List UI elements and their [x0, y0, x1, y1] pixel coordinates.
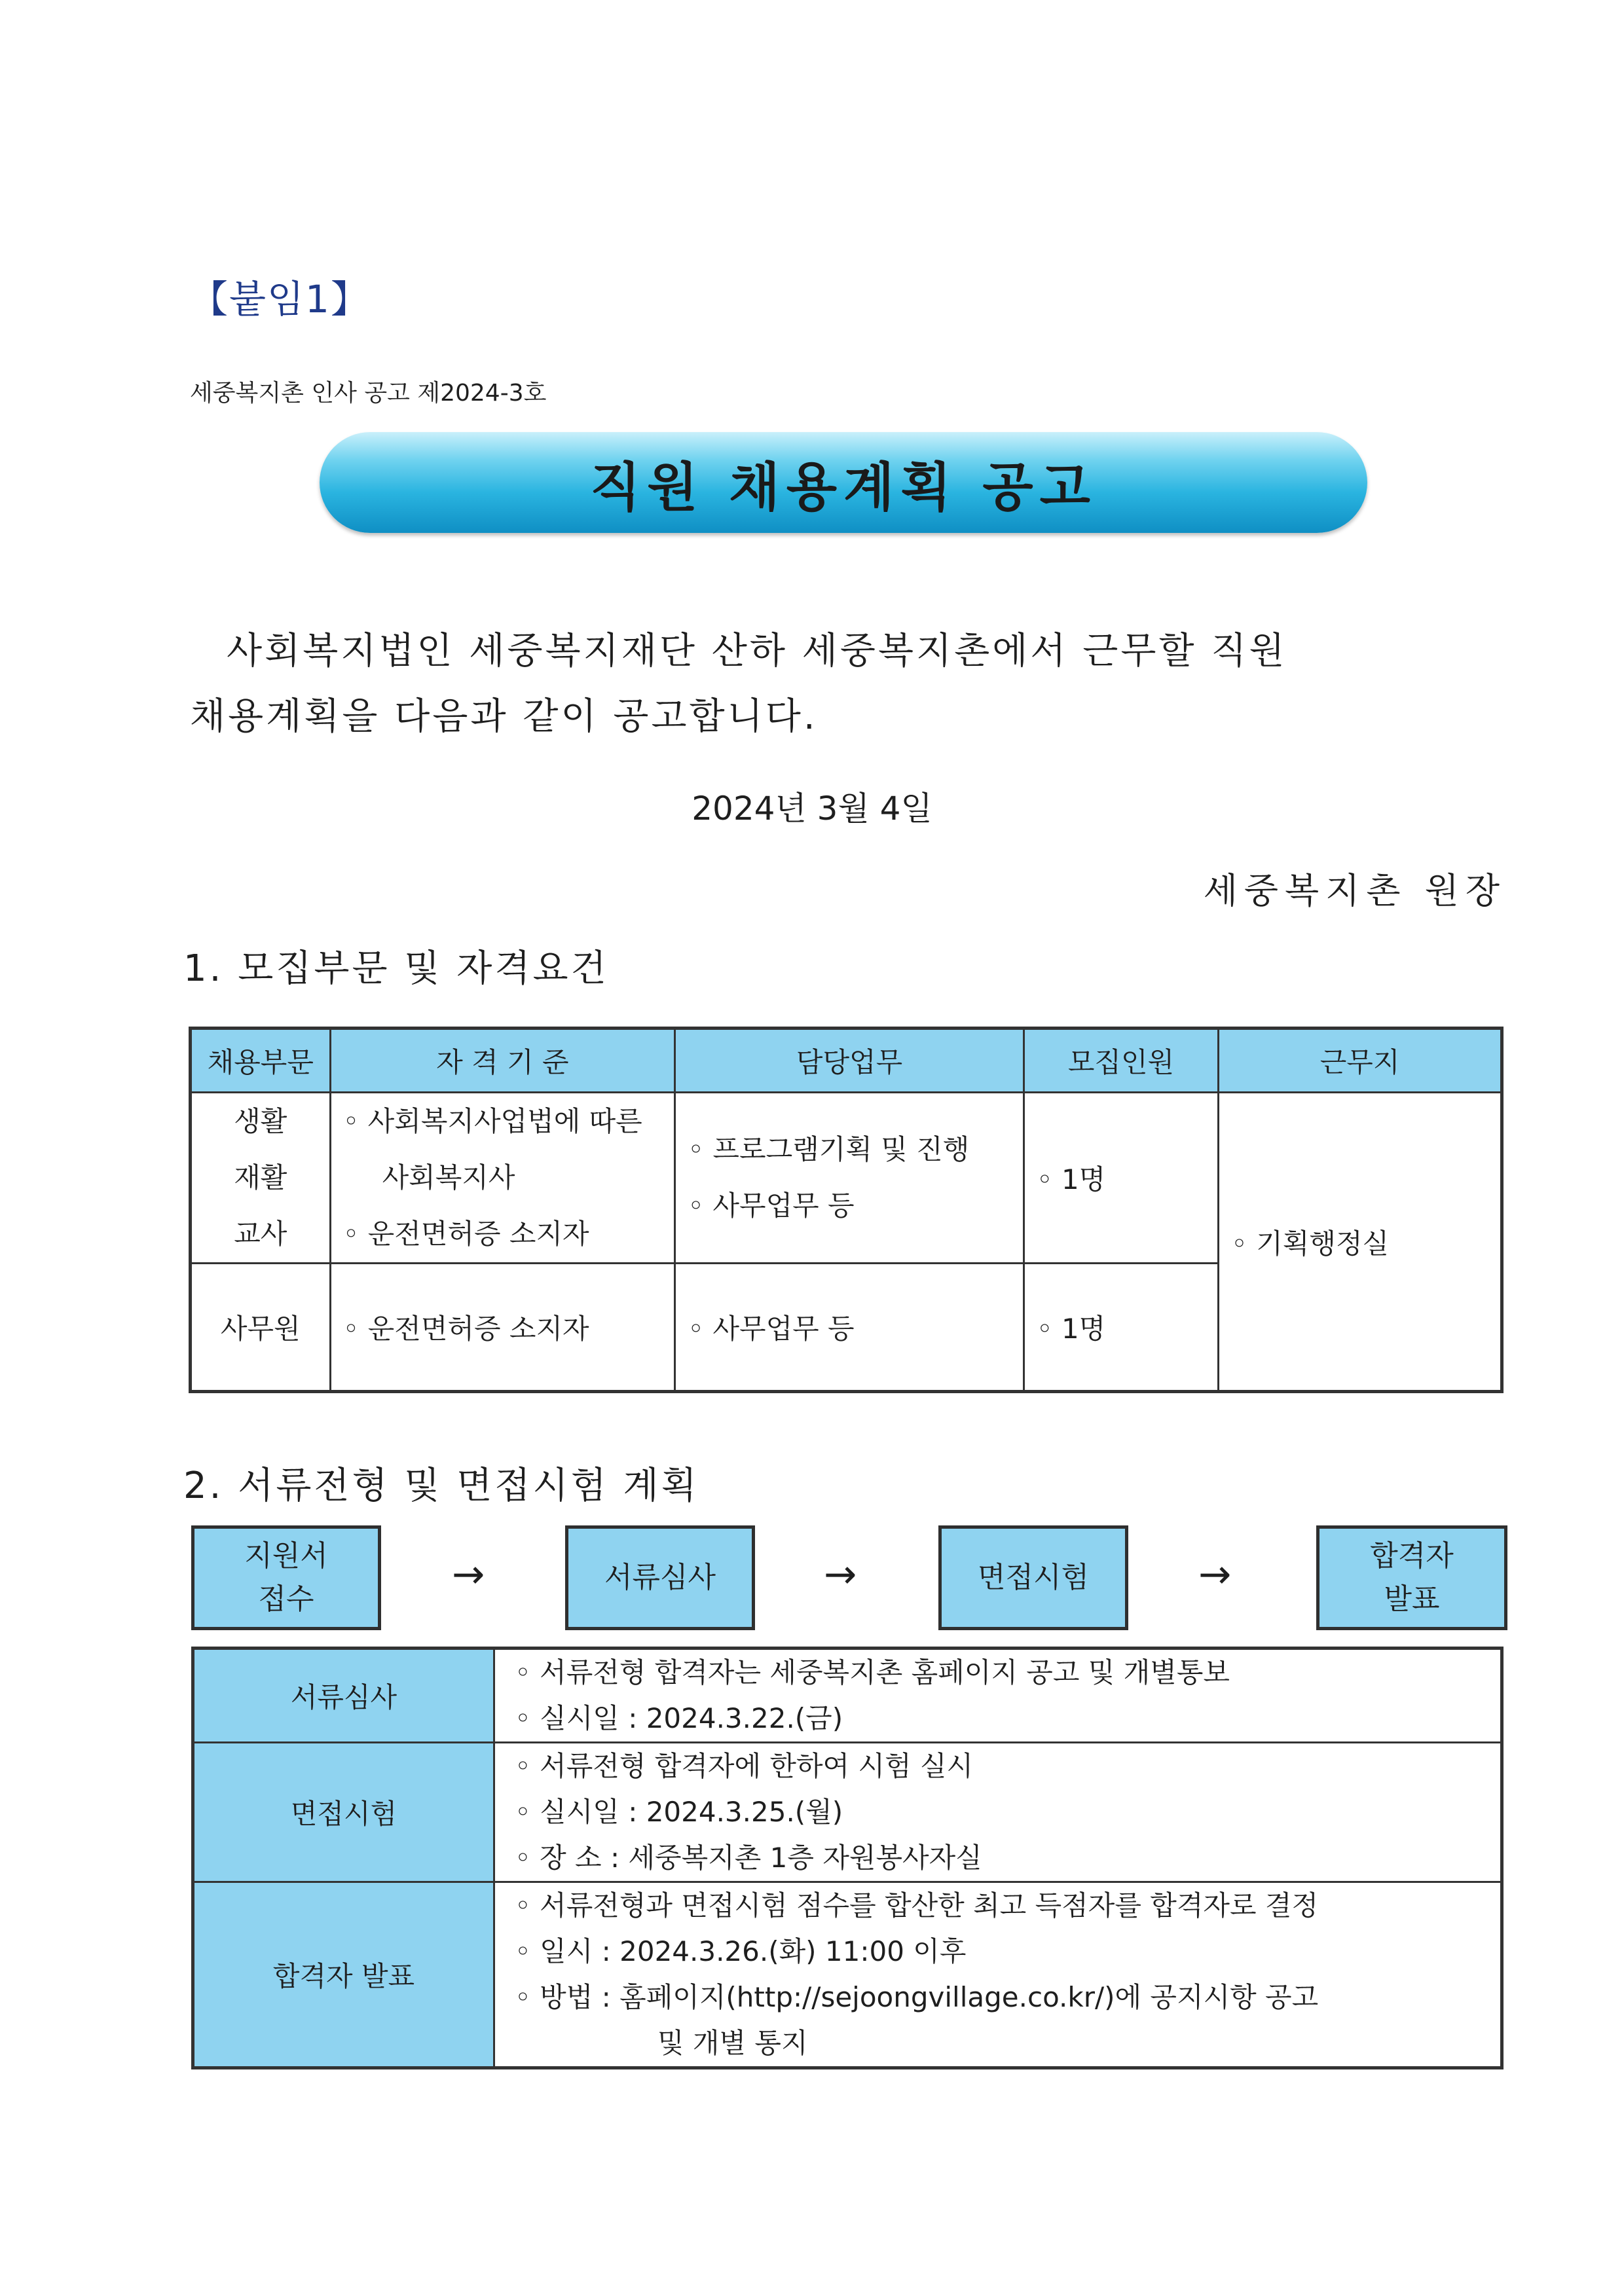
header-division: 채용부문 — [191, 1029, 331, 1093]
division-cell: 사무원 — [191, 1264, 331, 1392]
location-cell: ◦ 기획행정실 — [1219, 1093, 1502, 1392]
recruitment-table — [189, 1027, 1504, 1393]
flow-arrow: → — [824, 1552, 857, 1597]
flow-step-result — [1316, 1525, 1507, 1630]
schedule-text: ◦ 서류전형 합격자는 세중복지촌 홈페이지 공고 및 개별통보 — [515, 1656, 1230, 1688]
schedule-text: ◦ 방법 : 홈페이지(http://sejoongvillage.co.kr/)에 공지시항 공고 — [515, 1981, 1319, 2013]
notice-number: 세중복지촌 인사 공고 제2024-3호 — [190, 380, 547, 407]
flow-step-text: 접수 — [258, 1582, 314, 1616]
table-row — [191, 1093, 1502, 1264]
header-location: 근무지 — [1219, 1029, 1502, 1093]
count-cell: ◦ 1명 — [1024, 1264, 1218, 1392]
qualification-cell: ◦ 운전면허증 소지자 — [330, 1264, 675, 1392]
duty-cell — [675, 1093, 1024, 1264]
page-title: 직원 채용계획 공고 — [590, 456, 1097, 518]
schedule-text: ◦ 실시일 : 2024.3.25.(월) — [515, 1796, 843, 1828]
intro-line-2: 채용계획을 다음과 같이 공고합니다. — [190, 695, 818, 738]
header-duty: 담당업무 — [675, 1029, 1024, 1093]
intro-paragraph — [190, 619, 1500, 750]
schedule-text: ◦ 서류전형과 면접시험 점수를 합산한 최고 득점자를 합격자로 결정 — [515, 1889, 1319, 1922]
section2-title: 2. 서류전형 및 면접시험 계획 — [183, 1465, 699, 1507]
announcement-head: 합격자 발표 — [193, 1882, 494, 2068]
flow-step-doc-review — [565, 1525, 755, 1630]
header-count: 모집인원 — [1024, 1029, 1218, 1093]
doc-review-head: 서류심사 — [193, 1649, 494, 1743]
flow-arrow: → — [1198, 1552, 1232, 1597]
duty-text: ◦ 프로그램기획 및 진행 — [688, 1133, 970, 1165]
flow-step-text: 지원서 — [244, 1539, 328, 1573]
flow-step-interview — [938, 1525, 1128, 1630]
schedule-text: ◦ 실시일 : 2024.3.22.(금) — [515, 1702, 843, 1734]
count-cell: ◦ 1명 — [1024, 1093, 1218, 1264]
table-header-row — [191, 1029, 1502, 1093]
attachment-label: 【붙임1】 — [190, 277, 370, 321]
schedule-text: 및 개별 통지 — [657, 2027, 808, 2059]
division-text: 생활 — [234, 1105, 287, 1137]
division-text: 재활 — [234, 1161, 287, 1194]
qualification-text: 사회복지사 — [382, 1161, 515, 1194]
flow-step-text: 면접시험 — [977, 1561, 1089, 1594]
header-qualification: 자 격 기 준 — [330, 1029, 675, 1093]
notice-date: 2024년 3월 4일 — [692, 790, 932, 828]
flow-step-text: 합격자 — [1370, 1539, 1454, 1573]
intro-line-1: 사회복지법인 세중복지재단 산하 세중복지촌에서 근무할 직원 — [227, 630, 1287, 672]
doc-review-body — [494, 1649, 1502, 1743]
announcement-body — [494, 1882, 1502, 2068]
qualification-cell — [330, 1093, 675, 1264]
schedule-text: ◦ 장 소 : 세중복지촌 1층 자원봉사자실 — [515, 1842, 982, 1874]
duty-cell: ◦ 사무업무 등 — [675, 1264, 1024, 1392]
signer: 세중복지촌 원장 — [1203, 870, 1506, 911]
qualification-text: ◦ 사회복지사업법에 따른 — [342, 1105, 642, 1137]
flow-step-text: 발표 — [1384, 1582, 1440, 1616]
section1-title: 1. 모집부문 및 자격요건 — [183, 947, 609, 990]
flow-step-application — [191, 1525, 381, 1630]
flow-arrow: → — [452, 1552, 485, 1597]
interview-head: 면접시험 — [193, 1743, 494, 1882]
schedule-table — [191, 1647, 1504, 2069]
duty-text: ◦ 사무업무 등 — [688, 1190, 855, 1222]
division-text: 교사 — [234, 1218, 287, 1250]
table-row — [193, 1743, 1502, 1882]
flow-step-text: 서류심사 — [604, 1561, 716, 1594]
schedule-text: ◦ 일시 : 2024.3.26.(화) 11:00 이후 — [515, 1935, 967, 1967]
schedule-text: ◦ 서류전형 합격자에 한하여 시험 실시 — [515, 1750, 974, 1782]
division-cell — [191, 1093, 331, 1264]
qualification-text: ◦ 운전면허증 소지자 — [342, 1218, 589, 1250]
table-row — [193, 1882, 1502, 2068]
title-banner — [320, 432, 1367, 533]
interview-body — [494, 1743, 1502, 1882]
table-row — [193, 1649, 1502, 1743]
